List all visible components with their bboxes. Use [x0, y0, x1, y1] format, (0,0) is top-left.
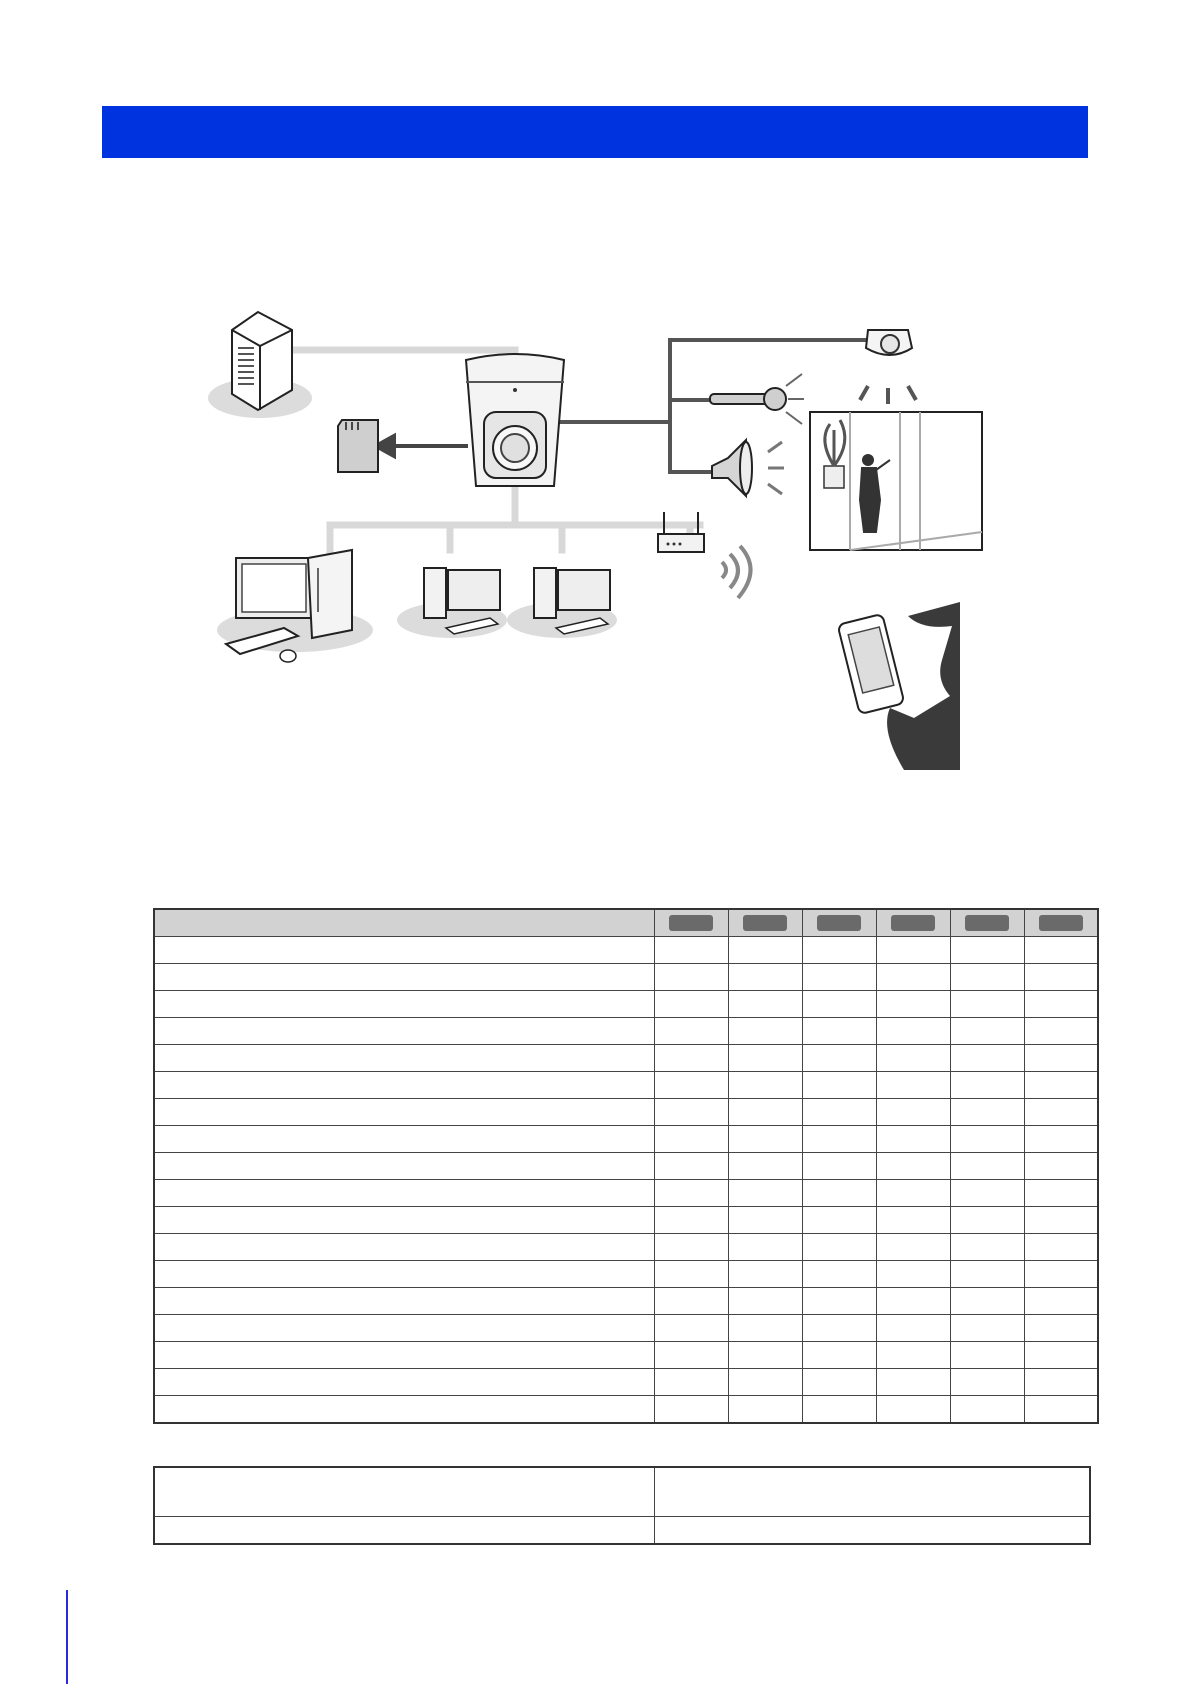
feature-support-cell [728, 1153, 802, 1180]
feature-support-cell [876, 1288, 950, 1315]
feature-support-cell [654, 1288, 728, 1315]
feature-support-cell [728, 1045, 802, 1072]
feature-label [154, 1045, 654, 1072]
table-row [154, 1099, 1098, 1126]
model-header-badge [817, 915, 861, 931]
table-row [154, 1234, 1098, 1261]
feature-support-cell [876, 1396, 950, 1424]
feature-label [154, 1315, 654, 1342]
feature-support-cell [950, 1234, 1024, 1261]
feature-support-cell [950, 1342, 1024, 1369]
sd-card-icon [338, 420, 378, 472]
door-scene [810, 412, 982, 550]
feature-support-cell [728, 937, 802, 964]
feature-label [154, 1342, 654, 1369]
table-row [154, 1018, 1098, 1045]
table-row [154, 964, 1098, 991]
feature-support-cell [1024, 1153, 1098, 1180]
feature-support-cell [728, 1099, 802, 1126]
column-header-feature [154, 909, 654, 937]
model-header-badge [1039, 915, 1083, 931]
feature-support-cell [950, 1099, 1024, 1126]
feature-support-cell [1024, 1288, 1098, 1315]
feature-support-cell [802, 1153, 876, 1180]
feature-support-cell [802, 1261, 876, 1288]
feature-support-cell [802, 1396, 876, 1424]
model-header-badge [743, 915, 787, 931]
table-row [154, 1517, 1090, 1545]
feature-support-cell [654, 1099, 728, 1126]
feature-label [154, 1018, 654, 1045]
model-header-badge [669, 915, 713, 931]
feature-support-cell [950, 1288, 1024, 1315]
feature-support-cell [950, 964, 1024, 991]
feature-support-cell [876, 1045, 950, 1072]
feature-support-cell [654, 1072, 728, 1099]
table-cell [154, 1517, 654, 1545]
table-row [154, 1045, 1098, 1072]
feature-support-cell [876, 1315, 950, 1342]
feature-support-cell [728, 1018, 802, 1045]
feature-support-cell [950, 1261, 1024, 1288]
feature-support-cell [802, 1315, 876, 1342]
table-row [154, 1467, 1090, 1517]
feature-support-cell [728, 1288, 802, 1315]
feature-label [154, 1288, 654, 1315]
feature-support-cell [1024, 1261, 1098, 1288]
feature-support-cell [728, 1180, 802, 1207]
table-cell [654, 1467, 1090, 1517]
feature-support-cell [1024, 1342, 1098, 1369]
feature-support-cell [1024, 1126, 1098, 1153]
feature-support-cell [654, 1207, 728, 1234]
feature-support-cell [1024, 1369, 1098, 1396]
feature-support-cell [728, 1234, 802, 1261]
feature-support-cell [654, 1153, 728, 1180]
desktop-pc-icon [217, 550, 373, 662]
feature-support-cell [876, 964, 950, 991]
feature-support-cell [728, 1396, 802, 1424]
feature-support-cell [876, 1369, 950, 1396]
feature-support-cell [654, 991, 728, 1018]
wireless-router-icon [658, 512, 704, 552]
feature-support-cell [654, 1315, 728, 1342]
compact-pc-icon [397, 568, 507, 638]
feature-label [154, 937, 654, 964]
model-header-badge [891, 915, 935, 931]
feature-support-cell [1024, 964, 1098, 991]
feature-support-cell [728, 1207, 802, 1234]
feature-support-cell [728, 1072, 802, 1099]
feature-support-cell [876, 1126, 950, 1153]
table-header-row [154, 909, 1098, 937]
feature-support-cell [876, 1153, 950, 1180]
feature-support-cell [802, 1099, 876, 1126]
feature-support-cell [950, 991, 1024, 1018]
table-row [154, 1207, 1098, 1234]
feature-support-cell [802, 1072, 876, 1099]
feature-support-cell [876, 1018, 950, 1045]
feature-support-cell [802, 937, 876, 964]
feature-label [154, 1072, 654, 1099]
feature-label [154, 1369, 654, 1396]
feature-support-cell [802, 1180, 876, 1207]
feature-support-cell [950, 1396, 1024, 1424]
page-margin-rule [66, 1590, 68, 1684]
feature-support-cell [802, 1045, 876, 1072]
feature-support-cell [950, 937, 1024, 964]
feature-support-cell [654, 1180, 728, 1207]
table-cell [654, 1517, 1090, 1545]
features-table [153, 908, 1099, 1424]
feature-support-cell [728, 991, 802, 1018]
feature-support-cell [654, 964, 728, 991]
feature-support-cell [654, 1396, 728, 1424]
feature-support-cell [876, 1180, 950, 1207]
feature-support-cell [654, 937, 728, 964]
feature-support-cell [950, 1207, 1024, 1234]
feature-support-cell [1024, 1315, 1098, 1342]
feature-support-cell [950, 1045, 1024, 1072]
feature-support-cell [1024, 1207, 1098, 1234]
compact-pc-icon [507, 568, 617, 638]
wireless-signal-icon [722, 546, 751, 598]
feature-support-cell [876, 1261, 950, 1288]
server-icon [208, 312, 312, 418]
feature-support-cell [802, 1234, 876, 1261]
feature-support-cell [802, 964, 876, 991]
section-header-bar [102, 106, 1088, 158]
feature-label [154, 991, 654, 1018]
feature-support-cell [1024, 937, 1098, 964]
feature-label [154, 1180, 654, 1207]
feature-support-cell [654, 1342, 728, 1369]
feature-support-cell [802, 1288, 876, 1315]
table-row [154, 1396, 1098, 1424]
speaker-icon [712, 440, 784, 496]
system-configuration-diagram [200, 300, 1000, 770]
feature-support-cell [1024, 1180, 1098, 1207]
table-row [154, 1342, 1098, 1369]
smartphone-user-icon [838, 602, 960, 770]
feature-support-cell [654, 1369, 728, 1396]
feature-support-cell [950, 1369, 1024, 1396]
feature-support-cell [802, 1369, 876, 1396]
feature-support-cell [950, 1315, 1024, 1342]
feature-support-cell [1024, 1018, 1098, 1045]
feature-support-cell [802, 1342, 876, 1369]
table-row [154, 1288, 1098, 1315]
feature-support-cell [1024, 1234, 1098, 1261]
feature-label [154, 964, 654, 991]
feature-label [154, 1207, 654, 1234]
feature-support-cell [950, 1180, 1024, 1207]
table-row [154, 1180, 1098, 1207]
feature-support-cell [950, 1126, 1024, 1153]
microphone-icon [710, 374, 804, 424]
feature-support-cell [728, 1126, 802, 1153]
notes-table [153, 1466, 1091, 1545]
feature-support-cell [802, 1126, 876, 1153]
feature-support-cell [1024, 991, 1098, 1018]
feature-support-cell [1024, 1072, 1098, 1099]
model-header-badge [965, 915, 1009, 931]
table-row [154, 1369, 1098, 1396]
feature-support-cell [876, 1207, 950, 1234]
feature-label [154, 1396, 654, 1424]
feature-support-cell [876, 991, 950, 1018]
feature-label [154, 1126, 654, 1153]
feature-support-cell [876, 1099, 950, 1126]
feature-label [154, 1153, 654, 1180]
feature-support-cell [654, 1018, 728, 1045]
table-row [154, 1153, 1098, 1180]
feature-support-cell [876, 1342, 950, 1369]
table-row [154, 1072, 1098, 1099]
feature-support-cell [876, 1072, 950, 1099]
feature-support-cell [728, 1315, 802, 1342]
feature-support-cell [802, 1018, 876, 1045]
section-title [102, 121, 118, 143]
feature-support-cell [1024, 1045, 1098, 1072]
feature-support-cell [728, 964, 802, 991]
table-row [154, 937, 1098, 964]
feature-support-cell [1024, 1396, 1098, 1424]
feature-support-cell [950, 1153, 1024, 1180]
table-row [154, 1126, 1098, 1153]
feature-support-cell [876, 937, 950, 964]
table-row [154, 1315, 1098, 1342]
dome-camera-icon [860, 330, 916, 404]
feature-support-cell [950, 1018, 1024, 1045]
feature-support-cell [654, 1234, 728, 1261]
feature-support-cell [654, 1261, 728, 1288]
feature-support-cell [802, 991, 876, 1018]
feature-support-cell [950, 1072, 1024, 1099]
feature-support-cell [728, 1369, 802, 1396]
feature-support-cell [654, 1126, 728, 1153]
table-row [154, 1261, 1098, 1288]
feature-support-cell [654, 1045, 728, 1072]
feature-support-cell [1024, 1099, 1098, 1126]
table-cell [154, 1467, 654, 1517]
feature-label [154, 1261, 654, 1288]
recording-arrow [376, 436, 468, 456]
feature-support-cell [876, 1234, 950, 1261]
feature-support-cell [728, 1261, 802, 1288]
feature-support-cell [802, 1207, 876, 1234]
feature-label [154, 1099, 654, 1126]
table-row [154, 991, 1098, 1018]
feature-support-cell [728, 1342, 802, 1369]
ptz-camera-icon [466, 354, 564, 486]
feature-label [154, 1234, 654, 1261]
